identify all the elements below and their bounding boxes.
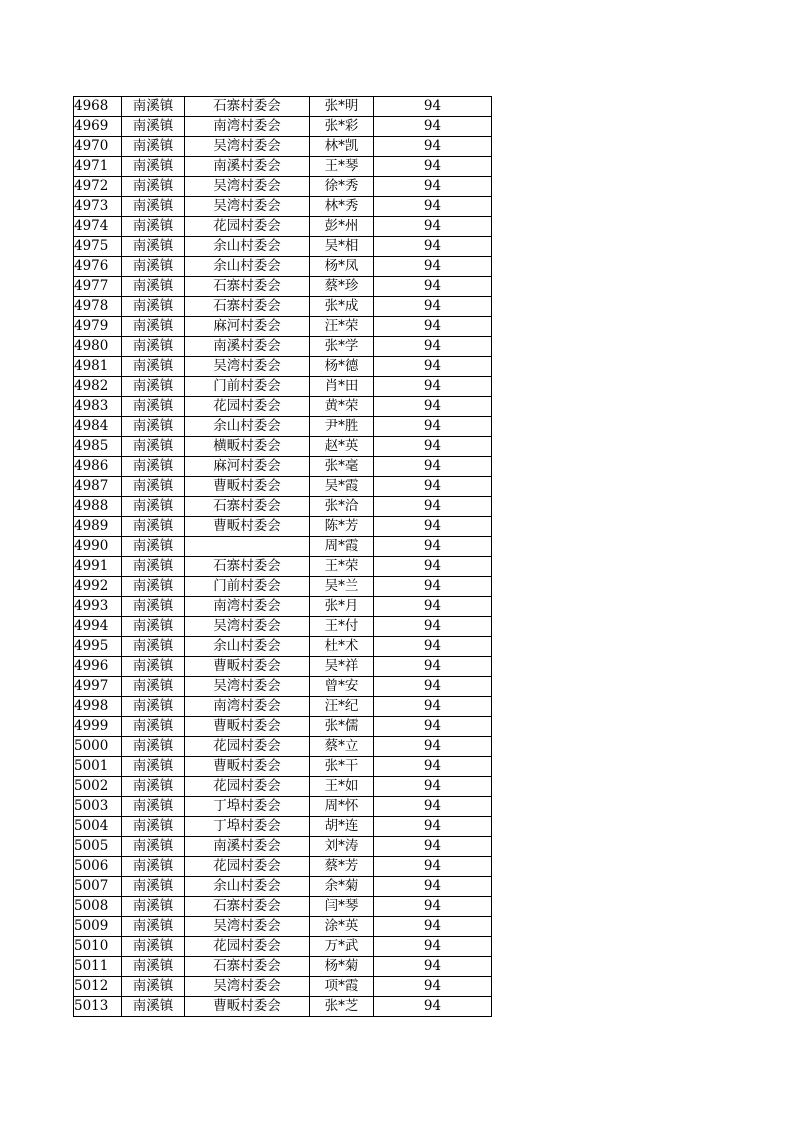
cell-village: 曹畈村委会	[185, 517, 310, 537]
cell-town: 南溪镇	[122, 857, 185, 877]
cell-name: 汪*荣	[310, 317, 374, 337]
table-row	[74, 297, 492, 317]
cell-id: 5003	[74, 797, 122, 817]
cell-village: 花园村委会	[185, 937, 310, 957]
cell-town: 南溪镇	[122, 177, 185, 197]
cell-town: 南溪镇	[122, 97, 185, 117]
cell-name: 张*明	[310, 97, 374, 117]
cell-village: 石寨村委会	[185, 497, 310, 517]
cell-score: 94	[374, 717, 492, 737]
cell-village: 花园村委会	[185, 737, 310, 757]
cell-name: 杨*菊	[310, 957, 374, 977]
table-row	[74, 437, 492, 457]
cell-id: 5005	[74, 837, 122, 857]
table-row	[74, 637, 492, 657]
cell-village: 曹畈村委会	[185, 757, 310, 777]
cell-score: 94	[374, 697, 492, 717]
cell-score: 94	[374, 517, 492, 537]
cell-town: 南溪镇	[122, 217, 185, 237]
cell-town: 南溪镇	[122, 357, 185, 377]
cell-village: 吴湾村委会	[185, 177, 310, 197]
cell-id: 4980	[74, 337, 122, 357]
cell-name: 吴*祥	[310, 657, 374, 677]
cell-village: 曹畈村委会	[185, 657, 310, 677]
cell-town: 南溪镇	[122, 577, 185, 597]
cell-village: 花园村委会	[185, 777, 310, 797]
table-row	[74, 197, 492, 217]
cell-score: 94	[374, 337, 492, 357]
table-row	[74, 857, 492, 877]
cell-town: 南溪镇	[122, 477, 185, 497]
table-row	[74, 277, 492, 297]
cell-town: 南溪镇	[122, 397, 185, 417]
cell-score: 94	[374, 857, 492, 877]
table-row	[74, 977, 492, 997]
cell-name: 闫*琴	[310, 897, 374, 917]
table-row	[74, 897, 492, 917]
cell-town: 南溪镇	[122, 417, 185, 437]
cell-id: 5006	[74, 857, 122, 877]
cell-village: 石寨村委会	[185, 897, 310, 917]
cell-name: 王*付	[310, 617, 374, 637]
table-row	[74, 237, 492, 257]
cell-score: 94	[374, 597, 492, 617]
cell-village: 南溪村委会	[185, 337, 310, 357]
cell-score: 94	[374, 557, 492, 577]
cell-town: 南溪镇	[122, 837, 185, 857]
data-table	[73, 96, 492, 1017]
cell-id: 4982	[74, 377, 122, 397]
table-row	[74, 177, 492, 197]
cell-score: 94	[374, 797, 492, 817]
cell-town: 南溪镇	[122, 797, 185, 817]
cell-village: 吴湾村委会	[185, 977, 310, 997]
cell-name: 王*琴	[310, 157, 374, 177]
table-row	[74, 817, 492, 837]
cell-name: 蔡*立	[310, 737, 374, 757]
cell-score: 94	[374, 497, 492, 517]
cell-town: 南溪镇	[122, 377, 185, 397]
cell-id: 4978	[74, 297, 122, 317]
table-body	[74, 97, 492, 1017]
cell-name: 胡*连	[310, 817, 374, 837]
cell-id: 4990	[74, 537, 122, 557]
cell-village: 吴湾村委会	[185, 197, 310, 217]
cell-score: 94	[374, 457, 492, 477]
cell-village: 曹畈村委会	[185, 997, 310, 1017]
cell-id: 5008	[74, 897, 122, 917]
cell-name: 周*怀	[310, 797, 374, 817]
table-row	[74, 557, 492, 577]
cell-town: 南溪镇	[122, 737, 185, 757]
cell-id: 4971	[74, 157, 122, 177]
cell-score: 94	[374, 757, 492, 777]
cell-score: 94	[374, 937, 492, 957]
cell-score: 94	[374, 137, 492, 157]
cell-name: 张*成	[310, 297, 374, 317]
cell-town: 南溪镇	[122, 917, 185, 937]
cell-village: 花园村委会	[185, 397, 310, 417]
cell-score: 94	[374, 917, 492, 937]
cell-town: 南溪镇	[122, 817, 185, 837]
cell-score: 94	[374, 777, 492, 797]
cell-village: 南溪村委会	[185, 157, 310, 177]
cell-id: 5013	[74, 997, 122, 1017]
cell-id: 5002	[74, 777, 122, 797]
cell-name: 张*洽	[310, 497, 374, 517]
cell-village: 花园村委会	[185, 857, 310, 877]
cell-id: 5011	[74, 957, 122, 977]
cell-town: 南溪镇	[122, 197, 185, 217]
cell-score: 94	[374, 657, 492, 677]
cell-town: 南溪镇	[122, 617, 185, 637]
table-row	[74, 657, 492, 677]
cell-id: 4989	[74, 517, 122, 537]
cell-id: 4969	[74, 117, 122, 137]
cell-town: 南溪镇	[122, 977, 185, 997]
cell-town: 南溪镇	[122, 137, 185, 157]
cell-village: 余山村委会	[185, 257, 310, 277]
cell-id: 4977	[74, 277, 122, 297]
cell-village	[185, 537, 310, 557]
cell-village: 吴湾村委会	[185, 357, 310, 377]
cell-id: 4987	[74, 477, 122, 497]
cell-town: 南溪镇	[122, 437, 185, 457]
cell-town: 南溪镇	[122, 537, 185, 557]
cell-score: 94	[374, 197, 492, 217]
cell-score: 94	[374, 737, 492, 757]
cell-score: 94	[374, 357, 492, 377]
cell-score: 94	[374, 437, 492, 457]
table-row	[74, 357, 492, 377]
cell-name: 张*干	[310, 757, 374, 777]
cell-score: 94	[374, 637, 492, 657]
cell-village: 石寨村委会	[185, 297, 310, 317]
cell-score: 94	[374, 577, 492, 597]
cell-village: 门前村委会	[185, 377, 310, 397]
cell-town: 南溪镇	[122, 677, 185, 697]
cell-id: 4992	[74, 577, 122, 597]
cell-town: 南溪镇	[122, 697, 185, 717]
cell-village: 吴湾村委会	[185, 137, 310, 157]
table-row	[74, 257, 492, 277]
cell-village: 花园村委会	[185, 217, 310, 237]
cell-village: 南湾村委会	[185, 697, 310, 717]
cell-id: 4988	[74, 497, 122, 517]
table-row	[74, 497, 492, 517]
table-row	[74, 677, 492, 697]
table-row	[74, 917, 492, 937]
table-row	[74, 797, 492, 817]
cell-village: 麻河村委会	[185, 317, 310, 337]
table-row	[74, 217, 492, 237]
cell-village: 曹畈村委会	[185, 717, 310, 737]
cell-village: 石寨村委会	[185, 957, 310, 977]
cell-id: 4972	[74, 177, 122, 197]
table-row	[74, 597, 492, 617]
cell-village: 石寨村委会	[185, 557, 310, 577]
cell-name: 张*月	[310, 597, 374, 617]
cell-town: 南溪镇	[122, 257, 185, 277]
cell-name: 张*儒	[310, 717, 374, 737]
cell-village: 曹畈村委会	[185, 477, 310, 497]
cell-village: 丁埠村委会	[185, 817, 310, 837]
table-row	[74, 137, 492, 157]
cell-id: 4970	[74, 137, 122, 157]
cell-id: 4983	[74, 397, 122, 417]
cell-score: 94	[374, 397, 492, 417]
cell-name: 杨*德	[310, 357, 374, 377]
cell-name: 张*芝	[310, 997, 374, 1017]
cell-name: 吴*兰	[310, 577, 374, 597]
cell-town: 南溪镇	[122, 997, 185, 1017]
cell-name: 余*菊	[310, 877, 374, 897]
cell-id: 4973	[74, 197, 122, 217]
cell-score: 94	[374, 97, 492, 117]
cell-score: 94	[374, 237, 492, 257]
table-row	[74, 337, 492, 357]
cell-town: 南溪镇	[122, 597, 185, 617]
cell-name: 万*武	[310, 937, 374, 957]
cell-id: 4995	[74, 637, 122, 657]
cell-village: 南溪村委会	[185, 837, 310, 857]
table-row	[74, 877, 492, 897]
table-row	[74, 737, 492, 757]
cell-id: 4974	[74, 217, 122, 237]
cell-score: 94	[374, 617, 492, 637]
cell-name: 涂*英	[310, 917, 374, 937]
table-row	[74, 617, 492, 637]
cell-score: 94	[374, 997, 492, 1017]
cell-village: 余山村委会	[185, 417, 310, 437]
cell-town: 南溪镇	[122, 657, 185, 677]
cell-village: 横畈村委会	[185, 437, 310, 457]
cell-town: 南溪镇	[122, 637, 185, 657]
cell-score: 94	[374, 317, 492, 337]
cell-score: 94	[374, 817, 492, 837]
cell-score: 94	[374, 257, 492, 277]
cell-name: 赵*英	[310, 437, 374, 457]
cell-town: 南溪镇	[122, 877, 185, 897]
cell-score: 94	[374, 157, 492, 177]
cell-id: 5000	[74, 737, 122, 757]
cell-id: 5010	[74, 937, 122, 957]
cell-name: 彭*州	[310, 217, 374, 237]
cell-name: 吴*相	[310, 237, 374, 257]
cell-id: 4999	[74, 717, 122, 737]
cell-id: 5009	[74, 917, 122, 937]
cell-village: 麻河村委会	[185, 457, 310, 477]
cell-name: 张*彩	[310, 117, 374, 137]
cell-id: 4986	[74, 457, 122, 477]
cell-name: 曾*安	[310, 677, 374, 697]
cell-town: 南溪镇	[122, 117, 185, 137]
table-row	[74, 777, 492, 797]
cell-village: 余山村委会	[185, 877, 310, 897]
cell-name: 吴*霞	[310, 477, 374, 497]
cell-town: 南溪镇	[122, 457, 185, 477]
cell-id: 4996	[74, 657, 122, 677]
cell-score: 94	[374, 277, 492, 297]
cell-id: 4968	[74, 97, 122, 117]
cell-name: 刘*涛	[310, 837, 374, 857]
cell-id: 4976	[74, 257, 122, 277]
cell-village: 石寨村委会	[185, 97, 310, 117]
cell-score: 94	[374, 677, 492, 697]
cell-name: 项*霞	[310, 977, 374, 997]
cell-name: 尹*胜	[310, 417, 374, 437]
cell-name: 林*秀	[310, 197, 374, 217]
cell-name: 张*学	[310, 337, 374, 357]
cell-score: 94	[374, 957, 492, 977]
table-row	[74, 377, 492, 397]
table-row	[74, 457, 492, 477]
cell-village: 南湾村委会	[185, 117, 310, 137]
table-row	[74, 537, 492, 557]
cell-name: 汪*纪	[310, 697, 374, 717]
cell-id: 4994	[74, 617, 122, 637]
cell-name: 杜*术	[310, 637, 374, 657]
cell-score: 94	[374, 297, 492, 317]
cell-score: 94	[374, 477, 492, 497]
table-row	[74, 957, 492, 977]
cell-id: 5012	[74, 977, 122, 997]
table-row	[74, 717, 492, 737]
table-row	[74, 117, 492, 137]
cell-name: 蔡*芳	[310, 857, 374, 877]
cell-name: 王*荣	[310, 557, 374, 577]
cell-town: 南溪镇	[122, 937, 185, 957]
table-row	[74, 97, 492, 117]
cell-score: 94	[374, 177, 492, 197]
cell-town: 南溪镇	[122, 557, 185, 577]
table-row	[74, 577, 492, 597]
cell-score: 94	[374, 837, 492, 857]
cell-id: 4991	[74, 557, 122, 577]
table-row	[74, 517, 492, 537]
cell-id: 4981	[74, 357, 122, 377]
cell-name: 王*如	[310, 777, 374, 797]
cell-id: 4993	[74, 597, 122, 617]
cell-id: 4998	[74, 697, 122, 717]
cell-id: 4984	[74, 417, 122, 437]
cell-village: 丁埠村委会	[185, 797, 310, 817]
cell-village: 余山村委会	[185, 637, 310, 657]
table-row	[74, 397, 492, 417]
cell-town: 南溪镇	[122, 277, 185, 297]
table-row	[74, 937, 492, 957]
cell-name: 周*霞	[310, 537, 374, 557]
cell-name: 陈*芳	[310, 517, 374, 537]
table-row	[74, 477, 492, 497]
cell-score: 94	[374, 417, 492, 437]
cell-town: 南溪镇	[122, 337, 185, 357]
cell-town: 南溪镇	[122, 237, 185, 257]
cell-score: 94	[374, 977, 492, 997]
cell-score: 94	[374, 217, 492, 237]
cell-town: 南溪镇	[122, 297, 185, 317]
cell-id: 5001	[74, 757, 122, 777]
cell-score: 94	[374, 117, 492, 137]
table-row	[74, 157, 492, 177]
cell-name: 徐*秀	[310, 177, 374, 197]
cell-id: 4985	[74, 437, 122, 457]
cell-town: 南溪镇	[122, 157, 185, 177]
cell-village: 余山村委会	[185, 237, 310, 257]
cell-id: 4997	[74, 677, 122, 697]
cell-village: 吴湾村委会	[185, 917, 310, 937]
cell-village: 吴湾村委会	[185, 677, 310, 697]
cell-score: 94	[374, 377, 492, 397]
cell-town: 南溪镇	[122, 957, 185, 977]
table-row	[74, 317, 492, 337]
cell-village: 吴湾村委会	[185, 617, 310, 637]
table-row	[74, 417, 492, 437]
cell-town: 南溪镇	[122, 897, 185, 917]
cell-id: 5004	[74, 817, 122, 837]
cell-name: 黄*荣	[310, 397, 374, 417]
cell-name: 林*凯	[310, 137, 374, 157]
cell-id: 4979	[74, 317, 122, 337]
cell-id: 5007	[74, 877, 122, 897]
cell-town: 南溪镇	[122, 317, 185, 337]
cell-score: 94	[374, 877, 492, 897]
cell-town: 南溪镇	[122, 497, 185, 517]
cell-village: 门前村委会	[185, 577, 310, 597]
cell-id: 4975	[74, 237, 122, 257]
table-row	[74, 997, 492, 1017]
table-row	[74, 757, 492, 777]
cell-name: 肖*田	[310, 377, 374, 397]
cell-score: 94	[374, 897, 492, 917]
table-row	[74, 837, 492, 857]
cell-name: 张*毫	[310, 457, 374, 477]
cell-town: 南溪镇	[122, 517, 185, 537]
cell-score: 94	[374, 537, 492, 557]
cell-village: 南湾村委会	[185, 597, 310, 617]
cell-town: 南溪镇	[122, 777, 185, 797]
table-row	[74, 697, 492, 717]
cell-town: 南溪镇	[122, 757, 185, 777]
cell-town: 南溪镇	[122, 717, 185, 737]
cell-village: 石寨村委会	[185, 277, 310, 297]
cell-name: 蔡*珍	[310, 277, 374, 297]
cell-name: 杨*凤	[310, 257, 374, 277]
